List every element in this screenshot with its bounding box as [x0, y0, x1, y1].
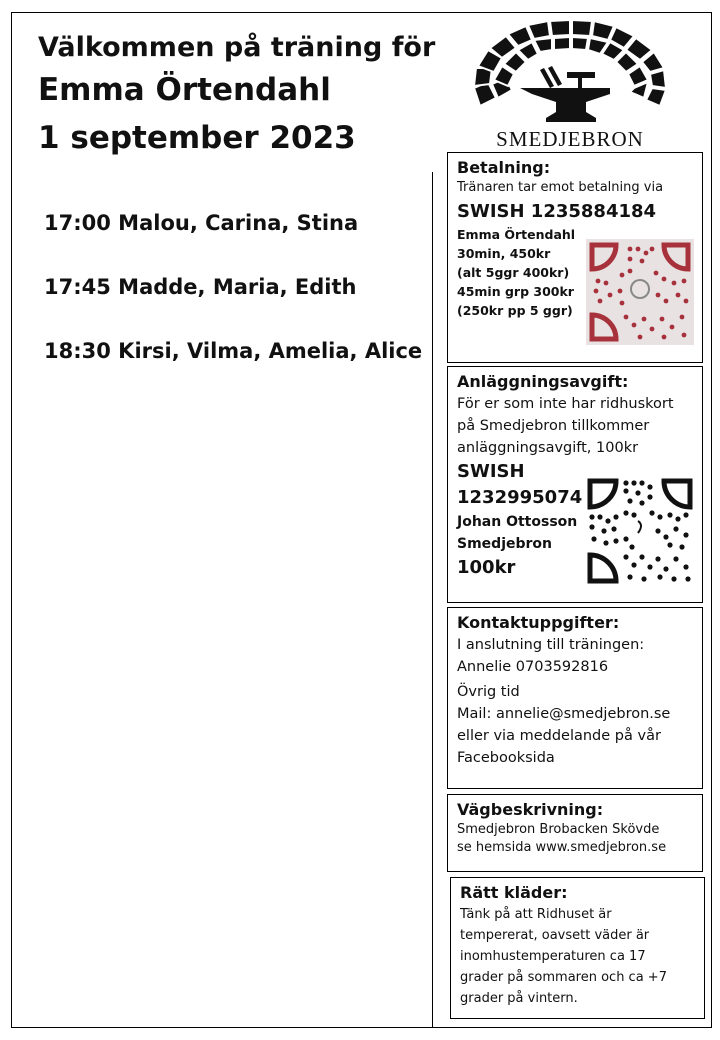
- directions-line: se hemsida www.smedjebron.se: [457, 840, 667, 855]
- page-title: [38, 30, 435, 162]
- title-line-2: Emma Örtendahl: [38, 72, 331, 108]
- facility-text: [457, 393, 693, 459]
- facility-text-line: För er som inte har ridhuskort: [457, 396, 674, 412]
- schedule-slot: [44, 334, 422, 398]
- payment-line: Emma Örtendahl: [457, 227, 576, 242]
- payment-line: (alt 5ggr 400kr): [457, 265, 570, 280]
- contact-during: [457, 634, 693, 678]
- facility-swish-label: SWISH: [457, 461, 525, 482]
- payment-swish: SWISH 1235884184: [457, 201, 657, 222]
- clothing-line: inomhustemperaturen ca 17: [460, 949, 646, 964]
- schedule-slot: [44, 270, 422, 334]
- directions-box: [447, 794, 703, 872]
- title-line-1: Välkommen på träning för: [38, 32, 436, 63]
- schedule-slot: [44, 206, 422, 270]
- contact-line: Övrig tid: [457, 684, 520, 700]
- contact-line: eller via meddelande på vår: [457, 728, 661, 744]
- payment-heading: Betalning:: [457, 158, 551, 177]
- facility-heading: Anläggningsavgift:: [457, 372, 629, 391]
- payment-line: 45min grp 300kr: [457, 284, 574, 299]
- facility-text-line: på Smedjebron tillkommer: [457, 418, 650, 434]
- facility-payee-line: Smedjebron: [457, 536, 552, 552]
- slot-time: 17:45: [44, 275, 111, 299]
- facility-swish-number: 1232995074: [457, 487, 583, 508]
- swish-qr-code-icon: [586, 477, 694, 585]
- clothing-line: grader på vintern.: [460, 991, 578, 1006]
- contact-other: [457, 681, 693, 769]
- payment-line: 30min, 450kr: [457, 246, 551, 261]
- clothing-box: [450, 877, 705, 1019]
- payment-line: (250kr pp 5 ggr): [457, 303, 573, 318]
- clothing-line: Tänk på att Ridhuset är: [460, 907, 612, 922]
- title-line-3: 1 september 2023: [38, 120, 356, 156]
- column-divider: [432, 172, 433, 1028]
- contact-line: Annelie 0703592816: [457, 659, 609, 675]
- contact-heading: Kontaktuppgifter:: [457, 613, 620, 632]
- logo-text: SMEDJEBRON: [496, 127, 644, 151]
- slot-names: Malou, Carina, Stina: [118, 211, 359, 235]
- contact-line: I anslutning till träningen:: [457, 637, 645, 653]
- clothing-line: tempererat, oavsett väder är: [460, 928, 650, 943]
- facility-payee-line: Johan Ottosson: [457, 514, 578, 530]
- contact-email: Mail: annelie@smedjebron.se: [457, 706, 671, 722]
- smedjebron-logo: [470, 18, 670, 153]
- clothing-text: [460, 904, 695, 1009]
- facility-fee-box: [447, 366, 703, 603]
- payment-box: [447, 152, 703, 363]
- contact-box: [447, 607, 703, 789]
- directions-line: Smedjebron Brobacken Skövde: [457, 822, 660, 837]
- slot-time: 17:00: [44, 211, 111, 235]
- facility-text-line: anläggningsavgift, 100kr: [457, 440, 639, 456]
- slot-names: Madde, Maria, Edith: [118, 275, 357, 299]
- slot-time: 18:30: [44, 339, 111, 363]
- directions-text: [457, 821, 693, 857]
- facility-amount: 100kr: [457, 557, 516, 578]
- schedule-list: [44, 206, 422, 398]
- payment-intro: Tränaren tar emot betalning via: [457, 180, 664, 195]
- clothing-line: grader på sommaren och ca +7: [460, 970, 667, 985]
- anvil-arch-icon: [470, 18, 670, 153]
- clothing-heading: Rätt kläder:: [460, 883, 568, 902]
- directions-heading: Vägbeskrivning:: [457, 800, 604, 819]
- slot-names: Kirsi, Vilma, Amelia, Alice: [118, 339, 423, 363]
- contact-line: Facebooksida: [457, 750, 555, 766]
- swish-qr-code-icon: [586, 239, 694, 345]
